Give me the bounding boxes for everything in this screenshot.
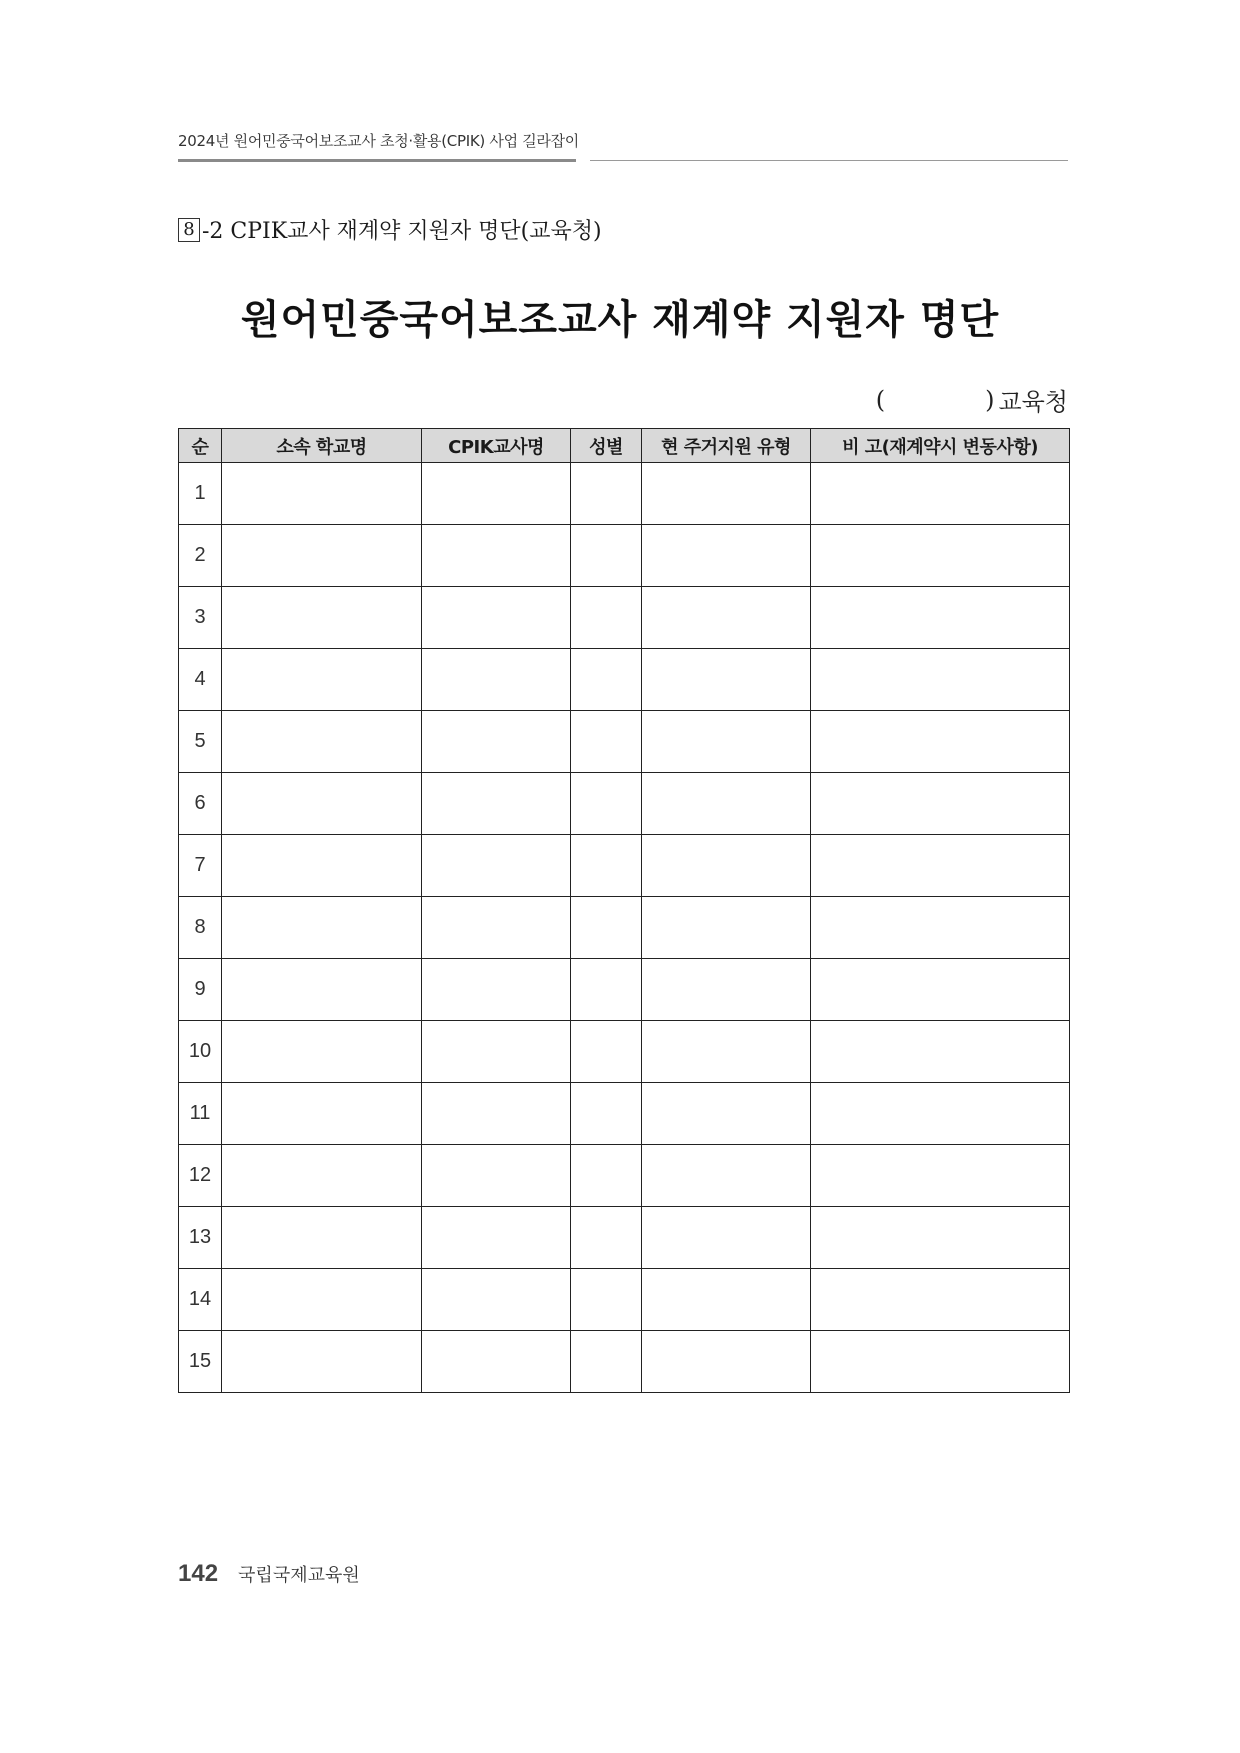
housing-type-cell[interactable]	[642, 1021, 811, 1083]
remarks-cell[interactable]	[811, 1145, 1070, 1207]
gender-cell[interactable]	[571, 1083, 642, 1145]
table-row	[179, 1331, 1070, 1393]
teacher-name-cell[interactable]	[422, 897, 571, 959]
column-header-remarks: 비 고(재계약시 변동사항)	[811, 429, 1070, 463]
remarks-cell[interactable]	[811, 711, 1070, 773]
school-cell[interactable]	[222, 525, 422, 587]
school-cell[interactable]	[222, 649, 422, 711]
row-number: 7	[179, 835, 222, 897]
office-label: 교육청	[998, 388, 1068, 416]
school-cell[interactable]	[222, 1145, 422, 1207]
section-number-box: 8	[178, 218, 200, 242]
applicant-table	[178, 428, 1070, 1393]
remarks-cell[interactable]	[811, 1083, 1070, 1145]
gender-cell[interactable]	[571, 587, 642, 649]
table-row	[179, 835, 1070, 897]
teacher-name-cell[interactable]	[422, 1207, 571, 1269]
table-row	[179, 649, 1070, 711]
school-cell[interactable]	[222, 1331, 422, 1393]
teacher-name-cell[interactable]	[422, 835, 571, 897]
housing-type-cell[interactable]	[642, 649, 811, 711]
school-cell[interactable]	[222, 773, 422, 835]
section-heading-text: -2 CPIK교사 재계약 지원자 명단(교육청)	[202, 219, 602, 244]
table-row	[179, 1207, 1070, 1269]
table-row	[179, 525, 1070, 587]
remarks-cell[interactable]	[811, 463, 1070, 525]
school-cell[interactable]	[222, 587, 422, 649]
gender-cell[interactable]	[571, 1269, 642, 1331]
office-line	[876, 382, 1068, 417]
gender-cell[interactable]	[571, 711, 642, 773]
teacher-name-cell[interactable]	[422, 959, 571, 1021]
housing-type-cell[interactable]	[642, 835, 811, 897]
teacher-name-cell[interactable]	[422, 1021, 571, 1083]
housing-type-cell[interactable]	[642, 711, 811, 773]
page-footer	[178, 1560, 360, 1588]
table-row	[179, 1021, 1070, 1083]
row-number: 6	[179, 773, 222, 835]
section-heading	[178, 214, 602, 245]
remarks-cell[interactable]	[811, 835, 1070, 897]
row-number: 12	[179, 1145, 222, 1207]
school-cell[interactable]	[222, 959, 422, 1021]
row-number: 4	[179, 649, 222, 711]
remarks-cell[interactable]	[811, 773, 1070, 835]
school-cell[interactable]	[222, 1269, 422, 1331]
page-number: 142	[178, 1560, 219, 1587]
gender-cell[interactable]	[571, 959, 642, 1021]
table-row	[179, 897, 1070, 959]
column-header-no: 순	[179, 429, 222, 463]
column-header-housing: 현 주거지원 유형	[642, 429, 811, 463]
row-number: 8	[179, 897, 222, 959]
gender-cell[interactable]	[571, 463, 642, 525]
gender-cell[interactable]	[571, 1145, 642, 1207]
teacher-name-cell[interactable]	[422, 649, 571, 711]
header-rule-thin	[590, 160, 1068, 161]
gender-cell[interactable]	[571, 897, 642, 959]
remarks-cell[interactable]	[811, 1207, 1070, 1269]
table-row	[179, 959, 1070, 1021]
row-number: 14	[179, 1269, 222, 1331]
housing-type-cell[interactable]	[642, 1331, 811, 1393]
remarks-cell[interactable]	[811, 1269, 1070, 1331]
header-rule	[178, 159, 576, 162]
office-paren-open: (	[875, 385, 886, 414]
row-number: 10	[179, 1021, 222, 1083]
school-cell[interactable]	[222, 897, 422, 959]
table-row	[179, 1269, 1070, 1331]
housing-type-cell[interactable]	[642, 463, 811, 525]
gender-cell[interactable]	[571, 1021, 642, 1083]
table-row	[179, 1083, 1070, 1145]
gender-cell[interactable]	[571, 1331, 642, 1393]
remarks-cell[interactable]	[811, 525, 1070, 587]
housing-type-cell[interactable]	[642, 1083, 811, 1145]
table-row	[179, 1145, 1070, 1207]
table-row	[179, 587, 1070, 649]
institute-name: 국립국제교육원	[238, 1565, 360, 1586]
teacher-name-cell[interactable]	[422, 1145, 571, 1207]
teacher-name-cell[interactable]	[422, 1269, 571, 1331]
housing-type-cell[interactable]	[642, 1207, 811, 1269]
office-paren-close: )	[985, 385, 995, 414]
table-row	[179, 463, 1070, 525]
table-row	[179, 711, 1070, 773]
remarks-cell[interactable]	[811, 959, 1070, 1021]
remarks-cell[interactable]	[811, 587, 1070, 649]
housing-type-cell[interactable]	[642, 525, 811, 587]
remarks-cell[interactable]	[811, 649, 1070, 711]
housing-type-cell[interactable]	[642, 773, 811, 835]
gender-cell[interactable]	[571, 773, 642, 835]
teacher-name-cell[interactable]	[422, 773, 571, 835]
teacher-name-cell[interactable]	[422, 463, 571, 525]
column-header-school: 소속 학교명	[222, 429, 422, 463]
column-header-gender: 성별	[571, 429, 642, 463]
remarks-cell[interactable]	[811, 897, 1070, 959]
table-header-row	[179, 429, 1070, 463]
row-number: 3	[179, 587, 222, 649]
row-number: 11	[179, 1083, 222, 1145]
gender-cell[interactable]	[571, 1207, 642, 1269]
teacher-name-cell[interactable]	[422, 711, 571, 773]
row-number: 5	[179, 711, 222, 773]
row-number: 13	[179, 1207, 222, 1269]
column-header-teacher: CPIK교사명	[422, 429, 571, 463]
housing-type-cell[interactable]	[642, 1145, 811, 1207]
row-number: 1	[179, 463, 222, 525]
housing-type-cell[interactable]	[642, 959, 811, 1021]
gender-cell[interactable]	[571, 525, 642, 587]
school-cell[interactable]	[222, 463, 422, 525]
school-cell[interactable]	[222, 835, 422, 897]
school-cell[interactable]	[222, 711, 422, 773]
teacher-name-cell[interactable]	[422, 1083, 571, 1145]
school-cell[interactable]	[222, 1207, 422, 1269]
teacher-name-cell[interactable]	[422, 525, 571, 587]
table-body	[179, 463, 1070, 1393]
row-number: 2	[179, 525, 222, 587]
gender-cell[interactable]	[571, 649, 642, 711]
housing-type-cell[interactable]	[642, 897, 811, 959]
running-header: 2024년 원어민중국어보조교사 초청·활용(CPIK) 사업 길라잡이	[178, 132, 579, 150]
gender-cell[interactable]	[571, 835, 642, 897]
school-cell[interactable]	[222, 1021, 422, 1083]
row-number: 9	[179, 959, 222, 1021]
housing-type-cell[interactable]	[642, 587, 811, 649]
housing-type-cell[interactable]	[642, 1269, 811, 1331]
teacher-name-cell[interactable]	[422, 1331, 571, 1393]
document-title: 원어민중국어보조교사 재계약 지원자 명단	[240, 297, 1000, 343]
teacher-name-cell[interactable]	[422, 587, 571, 649]
row-number: 15	[179, 1331, 222, 1393]
school-cell[interactable]	[222, 1083, 422, 1145]
remarks-cell[interactable]	[811, 1331, 1070, 1393]
remarks-cell[interactable]	[811, 1021, 1070, 1083]
table-row	[179, 773, 1070, 835]
